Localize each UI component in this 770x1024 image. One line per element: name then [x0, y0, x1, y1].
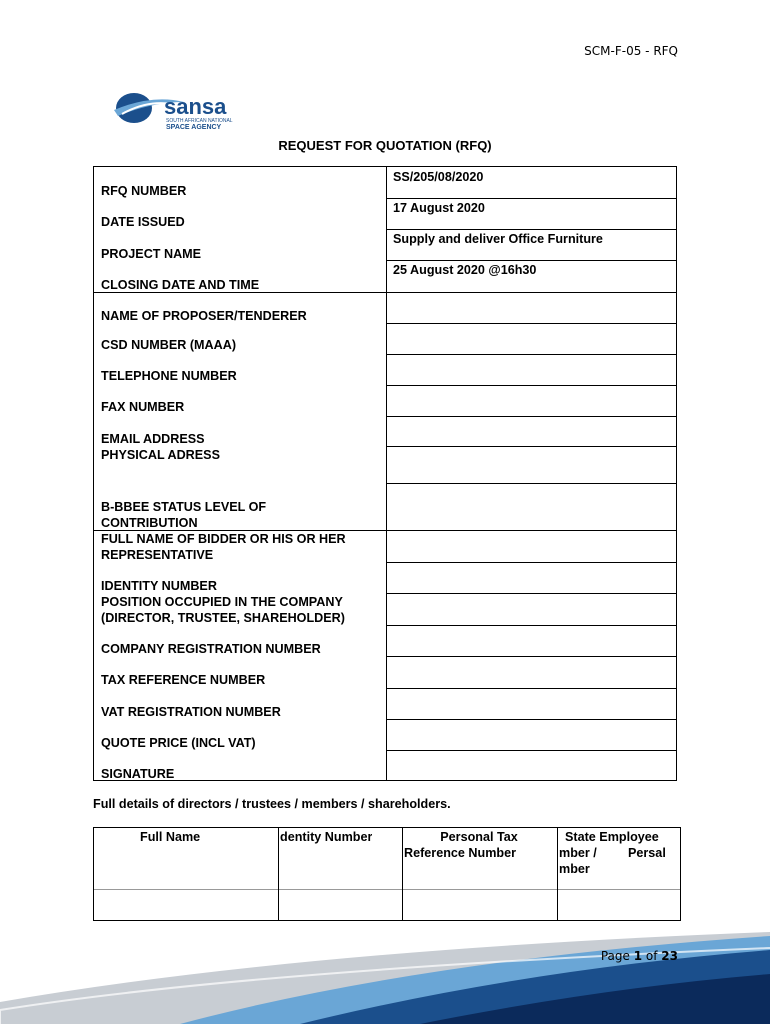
bidder-name-label-line2: REPRESENTATIVE — [101, 548, 214, 562]
identity-number-label: IDENTITY NUMBER — [101, 579, 217, 593]
col-state-line3: mber — [559, 862, 590, 876]
quote-price-label: QUOTE PRICE (INCL VAT) — [101, 736, 256, 750]
bbbee-label-line2: CONTRIBUTION — [101, 516, 198, 530]
directors-heading: Full details of directors / trustees / members / shareholders. — [93, 797, 451, 811]
project-name-label: PROJECT NAME — [101, 247, 202, 261]
position-label-line1: POSITION OCCUPIED IN THE COMPANY — [101, 595, 343, 609]
date-issued-label: DATE ISSUED — [101, 215, 185, 229]
proposer-name-label: NAME OF PROPOSER/TENDERER — [101, 309, 307, 323]
col-full-name: Full Name — [140, 830, 201, 844]
col-identity-number: dentity Number — [280, 830, 373, 844]
rfq-number-label: RFQ NUMBER — [101, 184, 187, 198]
col-state-line2b: Persal — [628, 846, 666, 860]
company-registration-label: COMPANY REGISTRATION NUMBER — [101, 642, 321, 656]
page-title: REQUEST FOR QUOTATION (RFQ) — [278, 138, 492, 153]
bidder-name-label-line1: FULL NAME OF BIDDER OR HIS OR HER — [101, 532, 346, 546]
col-tax-line1: Personal Tax — [440, 830, 518, 844]
telephone-label: TELEPHONE NUMBER — [101, 369, 237, 383]
vat-registration-label: VAT REGISTRATION NUMBER — [101, 705, 281, 719]
closing-date-value: 25 August 2020 @16h30 — [393, 263, 537, 277]
col-tax-line2: Reference Number — [404, 846, 516, 860]
physical-address-label: PHYSICAL ADRESS — [101, 448, 220, 462]
col-state-line2: mber / — [559, 846, 597, 860]
project-name-value: Supply and deliver Office Furniture — [393, 232, 603, 246]
bbbee-label-line1: B-BBEE STATUS LEVEL OF — [101, 500, 267, 514]
date-issued-value: 17 August 2020 — [393, 201, 485, 215]
closing-date-label: CLOSING DATE AND TIME — [101, 278, 260, 292]
footer-wave — [0, 910, 770, 1024]
document-code: SCM-F-05 - RFQ — [584, 44, 678, 58]
sansa-logo — [112, 88, 272, 136]
signature-label: SIGNATURE — [101, 767, 175, 781]
logo-subtitle-1: SOUTH AFRICAN NATIONAL — [166, 118, 233, 124]
logo-name: sansa — [164, 94, 227, 119]
email-label: EMAIL ADDRESS — [101, 432, 205, 446]
csd-number-label: CSD NUMBER (MAAA) — [101, 338, 237, 352]
page-number: Page 1 of 23 — [600, 949, 678, 963]
tax-reference-label: TAX REFERENCE NUMBER — [101, 673, 266, 687]
logo-subtitle-2: SPACE AGENCY — [166, 124, 222, 131]
rfq-number-value: SS/205/08/2020 — [393, 170, 484, 184]
col-state-line1: State Employee — [565, 830, 659, 844]
position-label-line2: (DIRECTOR, TRUSTEE, SHAREHOLDER) — [101, 611, 345, 625]
fax-label: FAX NUMBER — [101, 400, 185, 414]
